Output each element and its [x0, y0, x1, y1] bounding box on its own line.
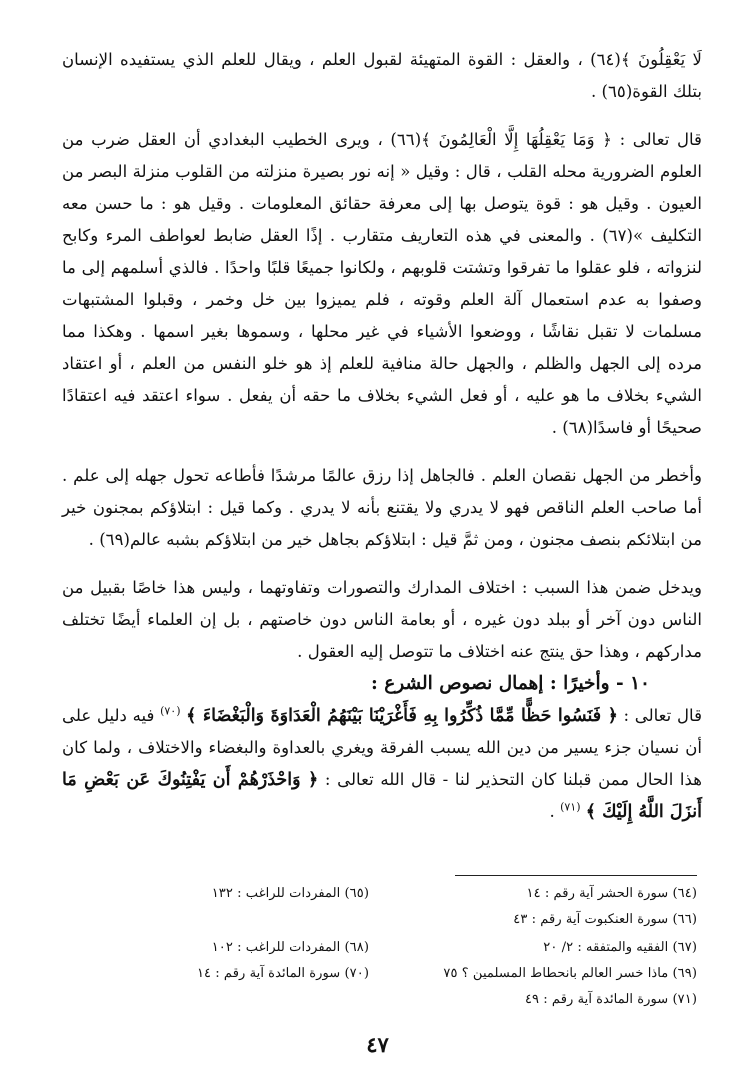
paragraph-4: ويدخل ضمن هذا السبب : اختلاف المدارك والتصورات وتفاوتهما ، وليس هذا خاصًا بقبيل من الناس دون آخر أو ببلد دون غيره ، أو بعامة الناس دون خاصتهم ، بل إن العلماء أيضًا تختلف مداركهم ، وهذا حق ينتج عنه اختلاف ما تتوصل إليه العقول .	[62, 578, 702, 661]
footnote-65: (٦٥) المفردات للراغب : ١٣٢	[211, 886, 369, 901]
section-heading: ١٠ - وأخيرًا : إهمال نصوص الشرع :	[370, 673, 650, 694]
footnote-66: (٦٦) سورة العنكبوت آية رقم : ٤٣	[513, 912, 697, 927]
footnote-70: (٧٠) سورة المائدة آية رقم : ١٤	[196, 966, 369, 981]
footnote-69: (٦٩) ماذا خسر العالم بانحطاط المسلمين ؟ ٧٥	[443, 966, 697, 981]
paragraph-5-end: .	[549, 802, 555, 821]
footnote-71: (٧١) سورة المائدة آية رقم : ٤٩	[524, 992, 697, 1007]
quran-verse-2: ﴿ وَاحْذَرْهُمْ أَن يَفْتِنُوكَ عَن بَعْضِ مَا أَنزَلَ اللَّهُ إِلَيْكَ ﴾	[62, 770, 702, 822]
main-text	[62, 44, 702, 828]
footnote-separator	[455, 875, 697, 876]
footnote-64: (٦٤) سورة الحشر آية رقم : ١٤	[526, 886, 697, 901]
page-number: ٤٧	[366, 1032, 389, 1057]
paragraph-5-text: فيه دليل على أن نسيان جزء يسير من دين الله يسبب الفرقة ويغري بالعداوة والبغضاء والاختلاف ، ولما كان هذا الحال ممن قبلنا كان التحذير لنا - قال الله تعالى :	[62, 706, 703, 789]
footnote-ref-70: (٧٠)	[160, 704, 181, 718]
paragraph-1: لَا يَعْقِلُونَ ﴾(٦٤) ، والعقل : القوة المتهيئة لقبول العلم ، ويقال للعلم الذي يستفيده الإنسان بتلك القوة(٦٥) .	[62, 50, 702, 101]
footnote-67: (٦٧) الفقيه والمتفقه : ٢/ ٢٠	[543, 940, 697, 955]
verse-intro: قال تعالى :	[617, 706, 703, 725]
paragraph-3: وأخطر من الجهل نقصان العلم . فالجاهل إذا رزق عالمًا مرشدًا فأطاعه تحول جهله إلى علم . أما صاحب العلم الناقص فهو لا يدري ولا يقتنع بأنه لا يدري . وكما قيل : ابتلاؤكم بمجنون خير من ابتلائكم بنصف مجنون ، ومن ثمَّ قيل : ابتلاؤكم بجاهل خير من ابتلاؤكم بشبه عالم(٦٩) .	[62, 466, 702, 549]
footnote-ref-71: (٧١)	[560, 800, 581, 814]
footnote-68: (٦٨) المفردات للراغب : ١٠٢	[211, 940, 369, 955]
paragraph-2: قال تعالى : ﴿ وَمَا يَعْقِلُهَا إِلَّا الْعَالِمُونَ ﴾(٦٦) ، ويرى الخطيب البغدادي أن العقل ضرب من العلوم الضرورية محله القلب ، قال : وقيل « إنه نور بصيرة منزلته من القلوب منزلة البصر من العيون . وقيل هو : قوة يتوصل بها إلى معرفة حقائق المعلومات . وقيل هو : ما حسن معه التكليف »(٦٧) . والمعنى في هذه التعاريف متقارب . إذًا العقل ضابط لعواطف المرء وكابح لنزواته ، فلو عقلوا ما تفرقوا وتشتت قلوبهم ، ولكانوا جميعًا قلبًا واحدًا . فالذي أسلمهم إلى ما وصفوا به عدم استعمال آلة العلم وقوته ، فلم يميزوا بين خل وخمر ، وقبلوا المشتبهات مسلمات لا تقبل نقاشًا ، ووضعوا الأشياء في غير محلها ، وسموها بغير اسمها . وهكذا مما مرده إلى الجهل والظلم ، والجهل حالة منافية للعلم إذ هو خلو النفس من العلم ، أو اعتقاد الشيء بخلاف ما هو عليه ، أو فعل الشيء بخلاف ما حقه أن يفعل . سواء اعتقد فيه اعتقادًا صحيحًا أو فاسدًا(٦٨) .	[62, 130, 702, 437]
quran-verse-1: ﴿ فَنَسُوا حَظًّا مِّمَّا ذُكِّرُوا بِهِ فَأَغْرَيْنَا بَيْنَهُمُ الْعَدَاوَةَ وَالْبَغْضَاءَ ﴾	[186, 706, 618, 726]
paragraph-5	[62, 700, 702, 828]
